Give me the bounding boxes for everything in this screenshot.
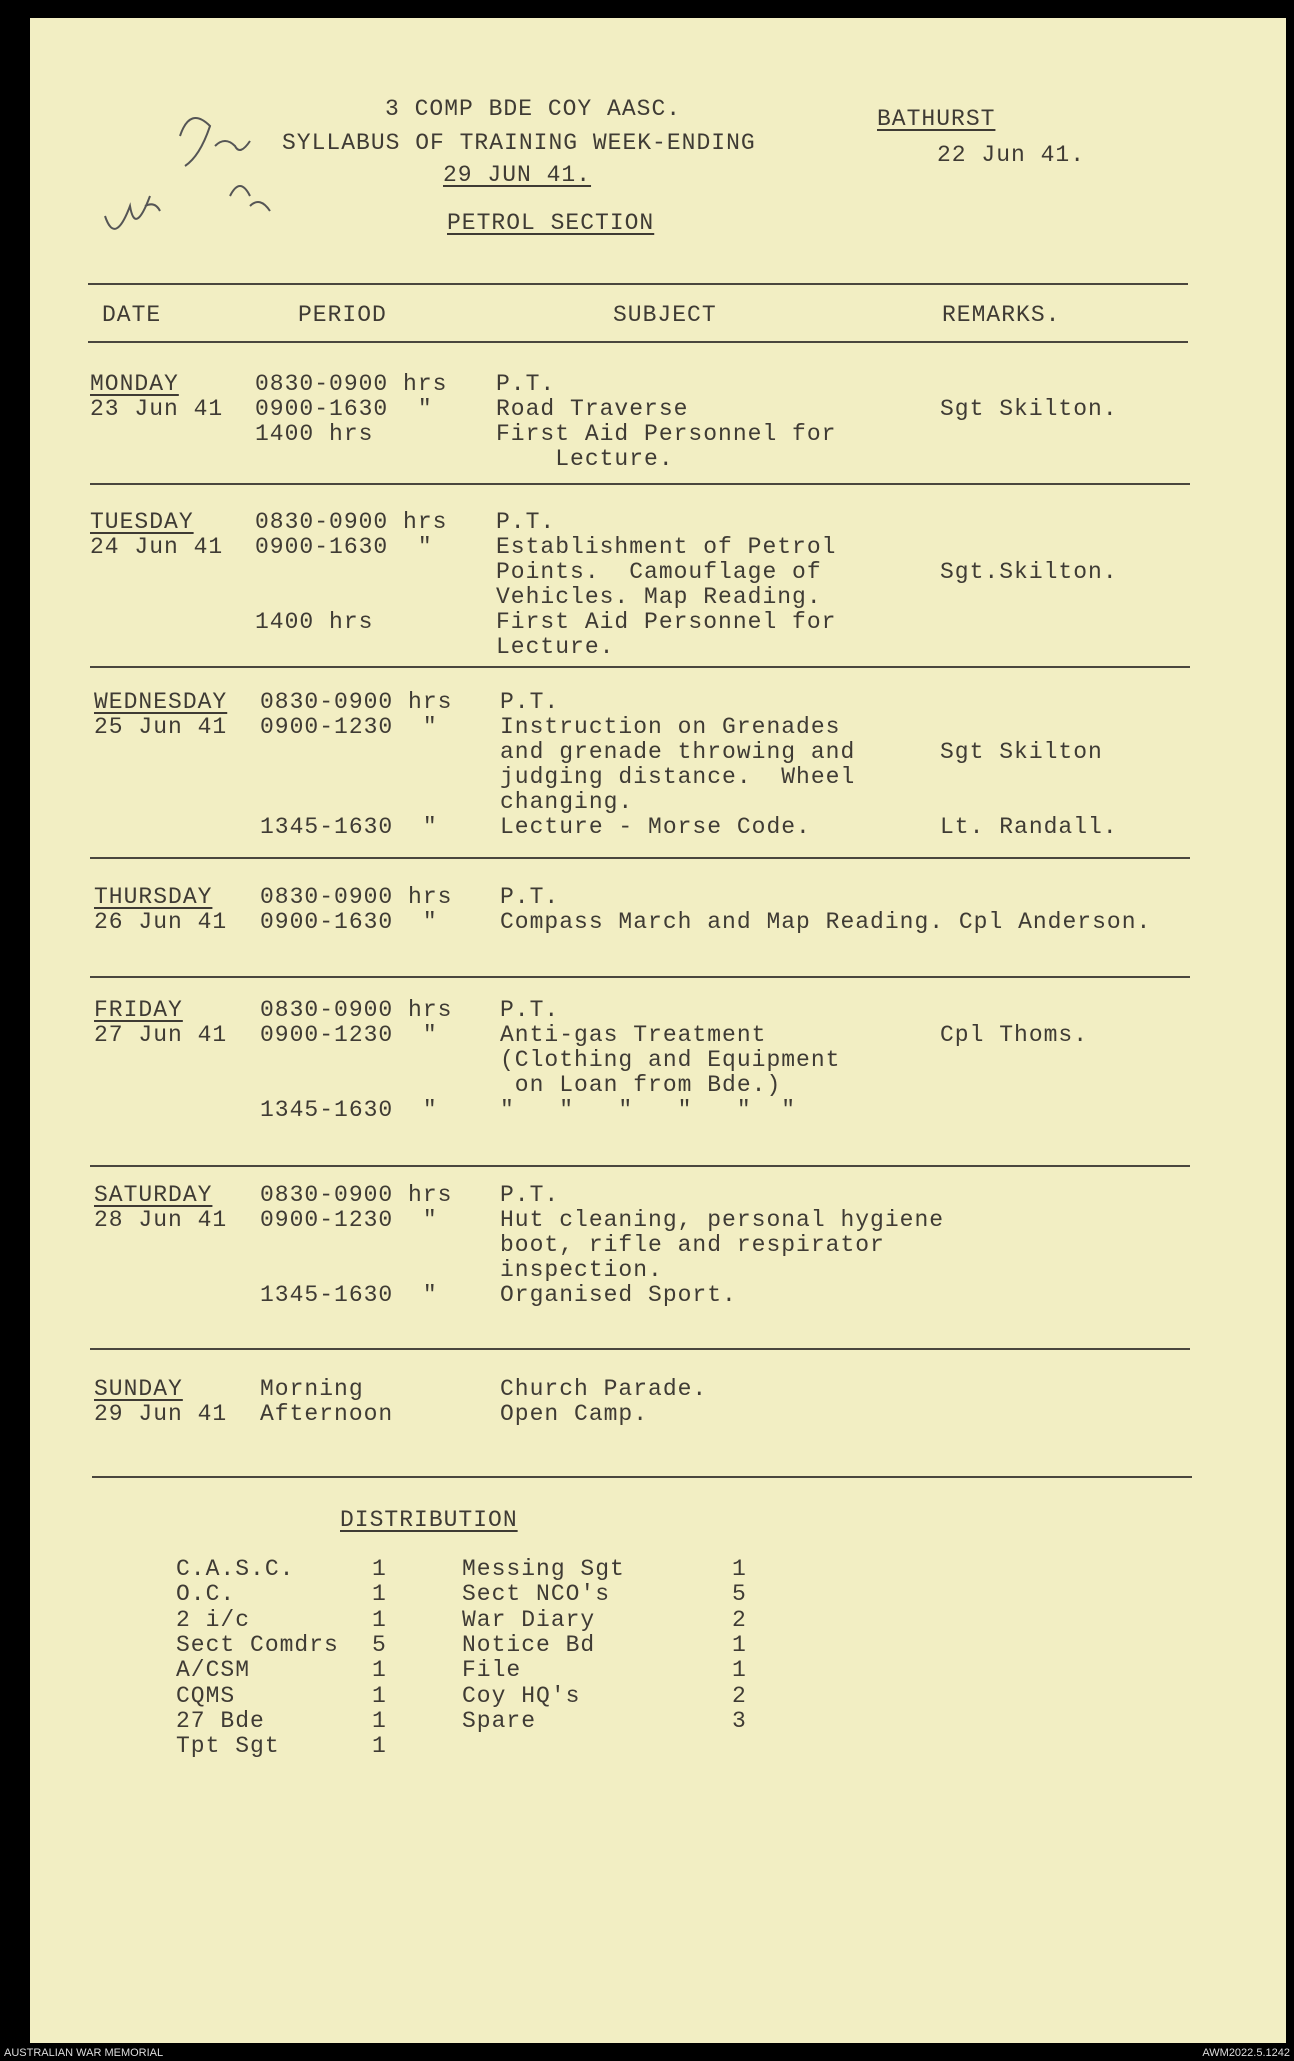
subject-cell: P.T. xyxy=(500,1182,560,1208)
subject-cell: First Aid Personnel for xyxy=(496,421,837,447)
distribution-recipient: A/CSM xyxy=(176,1657,251,1684)
period-cell: 1400 hrs xyxy=(255,609,374,635)
section-title: PETROL SECTION xyxy=(447,210,655,236)
distribution-recipient: War Diary xyxy=(462,1606,596,1633)
distribution-count: 5 xyxy=(732,1581,747,1608)
distribution-count: 3 xyxy=(732,1707,747,1734)
distribution-recipient: Notice Bd xyxy=(462,1631,596,1658)
subject-cell: " " " " " " xyxy=(500,1097,797,1123)
period-cell: 0900-1230 " xyxy=(260,1207,438,1233)
distribution-title: DISTRIBUTION xyxy=(340,1507,518,1533)
subject-cell: and grenade throwing and xyxy=(500,739,856,765)
distribution-recipient: O.C. xyxy=(176,1581,236,1608)
rule xyxy=(90,1165,1190,1167)
col-date: DATE xyxy=(102,302,162,328)
period-cell: 0900-1230 " xyxy=(260,1022,438,1048)
rule xyxy=(90,976,1190,978)
subject-cell: changing. xyxy=(500,789,634,815)
distribution-recipient: Spare xyxy=(462,1707,537,1734)
day-date: 27 Jun 41 xyxy=(94,1022,228,1048)
rule xyxy=(88,283,1188,285)
day-name: TUESDAY xyxy=(90,509,194,535)
distribution-count: 1 xyxy=(372,1707,387,1734)
remarks-cell: Sgt Skilton xyxy=(940,739,1103,765)
subject-cell: judging distance. Wheel xyxy=(500,764,856,790)
col-period: PERIOD xyxy=(298,302,387,328)
distribution-count: 1 xyxy=(372,1682,387,1709)
day-date: 24 Jun 41 xyxy=(90,534,224,560)
rule xyxy=(90,1348,1190,1350)
day-date: 28 Jun 41 xyxy=(94,1207,228,1233)
handwritten-annotation xyxy=(100,96,300,266)
header-line-1: 3 COMP BDE COY AASC. xyxy=(385,96,682,122)
subject-cell: Compass March and Map Reading. Cpl Anderson. xyxy=(500,909,1152,935)
subject-cell: boot, rifle and respirator xyxy=(500,1232,885,1258)
distribution-count: 1 xyxy=(372,1733,387,1760)
period-cell: 0830-0900 hrs xyxy=(255,371,448,397)
period-cell: 0900-1630 " xyxy=(255,396,433,422)
distribution-count: 2 xyxy=(732,1682,747,1709)
day-name: WEDNESDAY xyxy=(94,689,228,715)
day-name: SUNDAY xyxy=(94,1376,183,1402)
day-date: 26 Jun 41 xyxy=(94,909,228,935)
day-name: MONDAY xyxy=(90,371,179,397)
distribution-recipient: C.A.S.C. xyxy=(176,1556,295,1582)
distribution-recipient: File xyxy=(462,1657,522,1684)
subject-cell: Establishment of Petrol xyxy=(496,534,837,560)
period-cell: 0830-0900 hrs xyxy=(260,1182,453,1208)
period-cell: 0830-0900 hrs xyxy=(260,884,453,910)
distribution-recipient: Sect NCO's xyxy=(462,1581,611,1608)
period-cell: 0830-0900 hrs xyxy=(260,689,453,715)
subject-cell: P.T. xyxy=(500,689,560,715)
distribution-count: 5 xyxy=(372,1631,387,1658)
subject-cell: Lecture. xyxy=(496,446,674,472)
header-place: BATHURST xyxy=(877,106,996,132)
subject-cell: Points. Camouflage of xyxy=(496,559,822,585)
subject-cell: P.T. xyxy=(500,884,560,910)
rule xyxy=(90,666,1190,668)
subject-cell: inspection. xyxy=(500,1257,663,1283)
day-name: FRIDAY xyxy=(94,997,183,1023)
distribution-count: 1 xyxy=(732,1631,747,1658)
distribution-count: 1 xyxy=(372,1657,387,1684)
header-date: 22 Jun 41. xyxy=(937,142,1086,168)
subject-cell: Lecture. xyxy=(496,634,615,660)
period-cell: 0830-0900 hrs xyxy=(260,997,453,1023)
header-line-2: SYLLABUS OF TRAINING WEEK-ENDING xyxy=(282,130,756,156)
col-subject: SUBJECT xyxy=(613,302,717,328)
subject-cell: Church Parade. xyxy=(500,1376,708,1402)
distribution-recipient: 2 i/c xyxy=(176,1606,251,1633)
distribution-count: 1 xyxy=(732,1556,747,1582)
distribution-count: 1 xyxy=(732,1657,747,1684)
distribution-recipient: Coy HQ's xyxy=(462,1682,581,1709)
distribution-recipient: Sect Comdrs xyxy=(176,1631,339,1658)
period-cell: Afternoon xyxy=(260,1401,394,1427)
subject-cell: First Aid Personnel for xyxy=(496,609,837,635)
day-date: 25 Jun 41 xyxy=(94,714,228,740)
subject-cell: P.T. xyxy=(500,997,560,1023)
period-cell: Morning xyxy=(260,1376,364,1402)
subject-cell: on Loan from Bde.) xyxy=(500,1072,782,1098)
day-name: THURSDAY xyxy=(94,884,213,910)
period-cell: 0900-1230 " xyxy=(260,714,438,740)
subject-cell: Anti-gas Treatment xyxy=(500,1022,767,1048)
subject-cell: Instruction on Grenades xyxy=(500,714,841,740)
header-line-3: 29 JUN 41. xyxy=(443,162,592,188)
remarks-cell: Sgt.Skilton. xyxy=(940,559,1118,585)
day-name: SATURDAY xyxy=(94,1182,213,1208)
period-cell: 0900-1630 " xyxy=(255,534,433,560)
remarks-cell: Lt. Randall. xyxy=(940,814,1118,840)
day-date: 29 Jun 41 xyxy=(94,1401,228,1427)
subject-cell: (Clothing and Equipment xyxy=(500,1047,841,1073)
period-cell: 1400 hrs xyxy=(255,421,374,447)
subject-cell: Open Camp. xyxy=(500,1401,649,1427)
distribution-count: 1 xyxy=(372,1556,387,1582)
distribution-count: 2 xyxy=(732,1606,747,1633)
distribution-recipient: 27 Bde xyxy=(176,1707,265,1734)
distribution-recipient: CQMS xyxy=(176,1682,236,1709)
subject-cell: Hut cleaning, personal hygiene xyxy=(500,1207,945,1233)
distribution-count: 1 xyxy=(372,1606,387,1633)
remarks-cell: Sgt Skilton. xyxy=(940,396,1118,422)
subject-cell: Lecture - Morse Code. xyxy=(500,814,811,840)
distribution-recipient: Messing Sgt xyxy=(462,1556,625,1582)
subject-cell: Road Traverse xyxy=(496,396,689,422)
day-date: 23 Jun 41 xyxy=(90,396,224,422)
rule xyxy=(90,483,1190,485)
distribution-recipient: Tpt Sgt xyxy=(176,1733,280,1760)
subject-cell: Vehicles. Map Reading. xyxy=(496,584,822,610)
distribution-count: 1 xyxy=(372,1581,387,1608)
rule xyxy=(88,341,1188,343)
footer-left: AUSTRALIAN WAR MEMORIAL xyxy=(4,2047,164,2059)
subject-cell: Organised Sport. xyxy=(500,1282,737,1308)
rule xyxy=(90,857,1190,859)
subject-cell: P.T. xyxy=(496,509,556,535)
period-cell: 0900-1630 " xyxy=(260,909,438,935)
period-cell: 0830-0900 hrs xyxy=(255,509,448,535)
period-cell: 1345-1630 " xyxy=(260,1282,438,1308)
footer-right: AWM2022.5.1242 xyxy=(1202,2047,1290,2059)
remarks-cell: Cpl Thoms. xyxy=(940,1022,1089,1048)
period-cell: 1345-1630 " xyxy=(260,1097,438,1123)
subject-cell: P.T. xyxy=(496,371,556,397)
period-cell: 1345-1630 " xyxy=(260,814,438,840)
rule xyxy=(92,1476,1192,1478)
col-remarks: REMARKS. xyxy=(942,302,1061,328)
